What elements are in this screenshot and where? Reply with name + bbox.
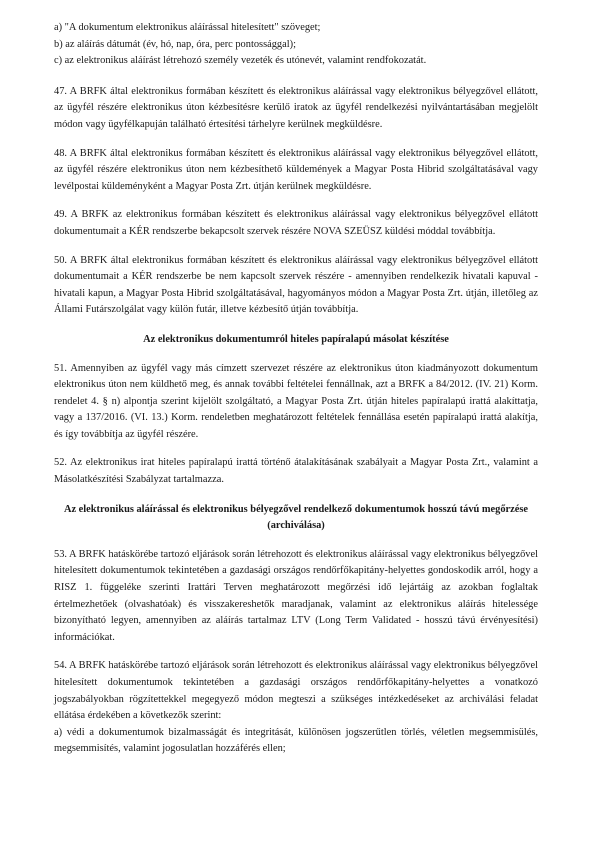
paragraph-54-item-a: a) védi a dokumentumok bizalmasságát és integritását, különösen jogszerűtlen törlés, véletlen megsemmisülés, megsemmisítés, valamint jogosulatlan hozzáférés ellen; — [54, 726, 538, 755]
section-heading-paper-copy: Az elektronikus dokumentumról hiteles papíralapú másolat készítése — [143, 333, 449, 345]
paragraph-54: 54. A BRFK hatáskörébe tartozó eljárások során létrehozott és elektronikus aláírással vagy elektronikus bélyegzővel hitelesített dokumentumok tekintetében a gazdasági országos rendőrfőkapitány-helyettes a vonatkozó jogszabályokban rögzítettekkel megegyező módon megteszi a szükséges intézkedéseket az archiválási feladat ellátása érdekében a következők szerint: — [54, 660, 538, 722]
paragraph-53: 53. A BRFK hatáskörébe tartozó eljárások során létrehozott és elektronikus aláírással vagy elektronikus bélyegzővel hitelesített dokumentumok tekintetében a gazdasági országos rendőrfőkapitány-helyettes gondoskodik arról, hogy a RISZ 1. függeléke szerinti Irattári Terven meghatározott megőrzési idő lejártáig az azokban foglaltak értelmezhetőek (olvashatóak) és visszakereshetők maradjanak, valamint az elektronikus aláírás hitelessége bizonyítható legyen, amennyiben az aláírás tartalmaz LTV (Long Term Validated - hosszú távú érvényesítési) információkat. — [54, 548, 538, 643]
paragraph-51: 51. Amennyiben az ügyfél vagy más címzett szervezet részére az elektronikus úton kiadmányozott dokumentum elektronikus úton nem küldhető meg, és annak további feltételei fennállnak, azt a BRFK a 84/2012. (IV. 21) Korm. rendelet 4. § n) alpontja szerint kijelölt szolgáltató, a Magyar Posta Zrt. útján hiteles papíralapú irattá alakíttatja, vagy a 137/2016. (VI. 13.) Korm. rendeletben meghatározott feltételek fennállása esetén papíralapú irattá alakítja, és így továbbítja az ügyfél részére. — [54, 362, 538, 440]
paragraph-50: 50. A BRFK által elektronikus formában készített és elektronikus aláírással vagy elektronikus bélyegzővel ellátott dokumentumait a KÉR rendszerbe be nem kapcsolt szervek részére - amennyiben rendelkezik hivatali kapuval - hivatali kapun, a Magyar Posta Hibrid szolgáltatásával, hagyományos módon a Magyar Posta Zrt. útján, illetőleg az Állami Futárszolgálat vagy külön futár, illetve kézbesítő útján továbbítja. — [54, 254, 538, 316]
list-item-b: b) az aláírás dátumát (év, hó, nap, óra, perc pontossággal); — [54, 38, 296, 50]
paragraph-47: 47. A BRFK által elektronikus formában készített és elektronikus aláírással vagy elektronikus bélyegzővel ellátott, az ügyfél részére elektronikus úton kézbesítésre kerülő iratok az ügyfél rendelkezési nyilvántartásában megjelölt módon vagy ügyfélkapuján található értesítési tárhelyre kerülnek megküldésre. — [54, 85, 538, 130]
document-body — [54, 20, 538, 758]
paragraph-49: 49. A BRFK az elektronikus formában készített és elektronikus aláírással vagy elektronikus bélyegzővel ellátott dokumentumait a KÉR rendszerbe bekapcsolt szervek részére NOVA SZEÜSZ küldési móddal továbbítja. — [54, 209, 538, 237]
paragraph-52: 52. Az elektronikus irat hiteles papíralapú irattá történő átalakításának szabályait a Magyar Posta Zrt., valamint a Másolatkészítési Szabályzat tartalmazza. — [54, 457, 538, 486]
section-heading-archiving: Az elektronikus aláírással és elektronikus bélyegzővel rendelkező dokumentumok hosszú távú megőrzése (archiválása) — [63, 503, 529, 532]
list-item-a: a) "A dokumentum elektronikus aláírással hitelesített" szöveget; — [54, 22, 321, 33]
paragraph-48: 48. A BRFK által elektronikus formában készített és elektronikus aláírással vagy elektronikus bélyegzővel ellátott, az ügyfél részére elektronikus úton nem kézbesíthető küldemények a Magyar Posta Hibrid szolgáltatásával vagy levélpostai küldeményként a Magyar Posta Zrt. útján kerülnek megküldésre. — [54, 147, 538, 192]
list-item-c: c) az elektronikus aláírást létrehozó személy vezeték és utónevét, valamint rendfokozatát. — [54, 55, 427, 67]
